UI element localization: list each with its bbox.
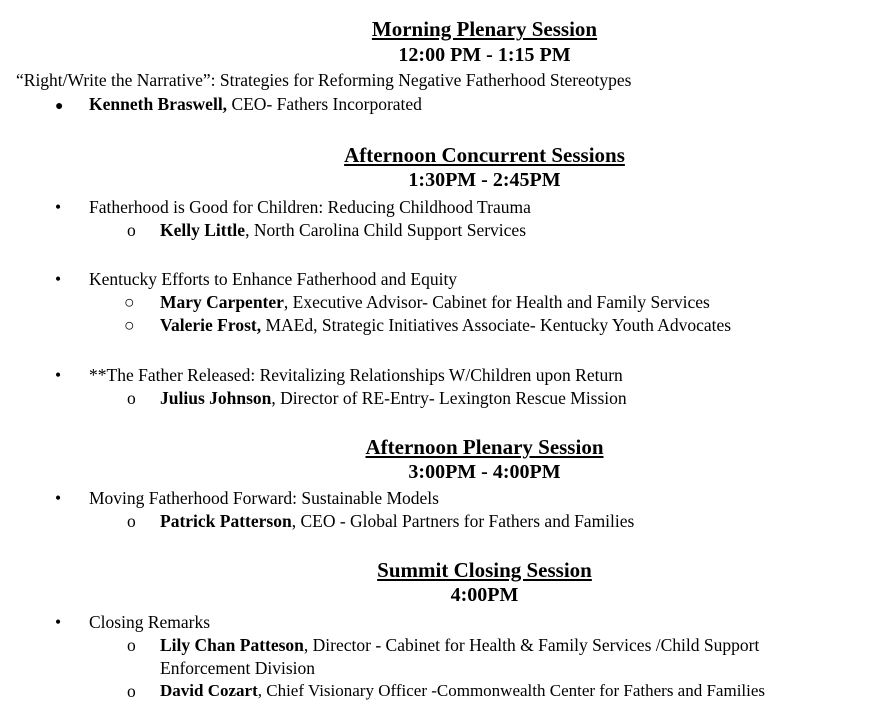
summit-closing-heading: Summit Closing Session bbox=[377, 558, 592, 582]
afternoon-plenary-time: 3:00PM - 4:00PM bbox=[408, 461, 561, 483]
afternoon-plenary-heading: Afternoon Plenary Session bbox=[365, 435, 604, 459]
speaker-detail: , Executive Advisor- Cabinet for Health and Family Services bbox=[283, 292, 710, 312]
speaker-entry bbox=[160, 387, 627, 409]
sub-bullet-icon: o bbox=[127, 388, 136, 408]
speaker-name: Julius Johnson bbox=[160, 388, 272, 408]
bullet-icon: • bbox=[55, 365, 62, 385]
morning-plenary-heading: Morning Plenary Session bbox=[371, 17, 598, 41]
speaker-name: Valerie Frost, bbox=[160, 315, 262, 335]
sub-bullet-icon: o bbox=[127, 511, 136, 531]
session-topic: Closing Remarks bbox=[89, 612, 211, 632]
sub-bullet-icon: ○ bbox=[124, 315, 135, 335]
sub-bullet-icon: ○ bbox=[124, 292, 135, 312]
speaker-detail: CEO- Fathers Incorporated bbox=[227, 94, 422, 114]
speaker-detail: , Director - Cabinet for Health & Family Services /Child Support bbox=[303, 635, 760, 655]
speaker-detail: , Director of RE-Entry- Lexington Rescue Mission bbox=[271, 388, 627, 408]
speaker-detail: MAEd, Strategic Initiatives Associate- Kentucky Youth Advocates bbox=[261, 315, 732, 335]
bullet-icon: • bbox=[55, 612, 62, 632]
bullet-icon: • bbox=[55, 488, 62, 508]
speaker-name: Mary Carpenter bbox=[160, 292, 284, 312]
speaker-entry bbox=[160, 219, 526, 241]
sub-bullet-icon: o bbox=[127, 635, 136, 655]
speaker-name: Kenneth Braswell, bbox=[89, 94, 228, 114]
sub-bullet-icon: o bbox=[127, 220, 136, 240]
morning-plenary-title: “Right/Write the Narrative”: Strategies for Reforming Negative Fatherhood Stereotypes bbox=[16, 70, 632, 90]
speaker-entry bbox=[160, 314, 731, 336]
sub-bullet-icon: o bbox=[127, 681, 136, 701]
speaker-entry bbox=[160, 291, 710, 313]
speaker-detail: , Chief Visionary Officer -Commonwealth Center for Fathers and Families bbox=[257, 681, 766, 700]
speaker-name: Lily Chan Patteson bbox=[160, 635, 304, 655]
bullet-icon: • bbox=[55, 269, 62, 289]
speaker-detail: , CEO - Global Partners for Fathers and Families bbox=[291, 511, 635, 531]
session-topic: Kentucky Efforts to Enhance Fatherhood and Equity bbox=[89, 269, 458, 289]
speaker-name: Kelly Little bbox=[160, 220, 246, 240]
morning-plenary-time: 12:00 PM - 1:15 PM bbox=[398, 44, 571, 66]
speaker-name: David Cozart bbox=[160, 681, 258, 700]
speaker-entry bbox=[160, 634, 759, 656]
speaker-entry bbox=[160, 510, 634, 532]
session-topic: Fatherhood is Good for Children: Reducing Childhood Trauma bbox=[89, 197, 531, 217]
afternoon-concurrent-heading: Afternoon Concurrent Sessions bbox=[344, 143, 625, 167]
afternoon-concurrent-time: 1:30PM - 2:45PM bbox=[408, 169, 561, 191]
speaker-name: Patrick Patterson bbox=[160, 511, 292, 531]
speaker-entry bbox=[89, 93, 422, 115]
summit-closing-time: 4:00PM bbox=[450, 584, 519, 606]
session-topic: Moving Fatherhood Forward: Sustainable Models bbox=[89, 488, 439, 508]
session-topic: **The Father Released: Revitalizing Relationships W/Children upon Return bbox=[89, 365, 623, 385]
bullet-icon: • bbox=[55, 197, 62, 217]
speaker-detail: , North Carolina Child Support Services bbox=[245, 220, 527, 240]
list-item bbox=[55, 93, 63, 118]
speaker-detail-continued: Enforcement Division bbox=[160, 658, 316, 678]
speaker-entry bbox=[160, 680, 765, 702]
bullet-icon: ● bbox=[55, 99, 64, 114]
